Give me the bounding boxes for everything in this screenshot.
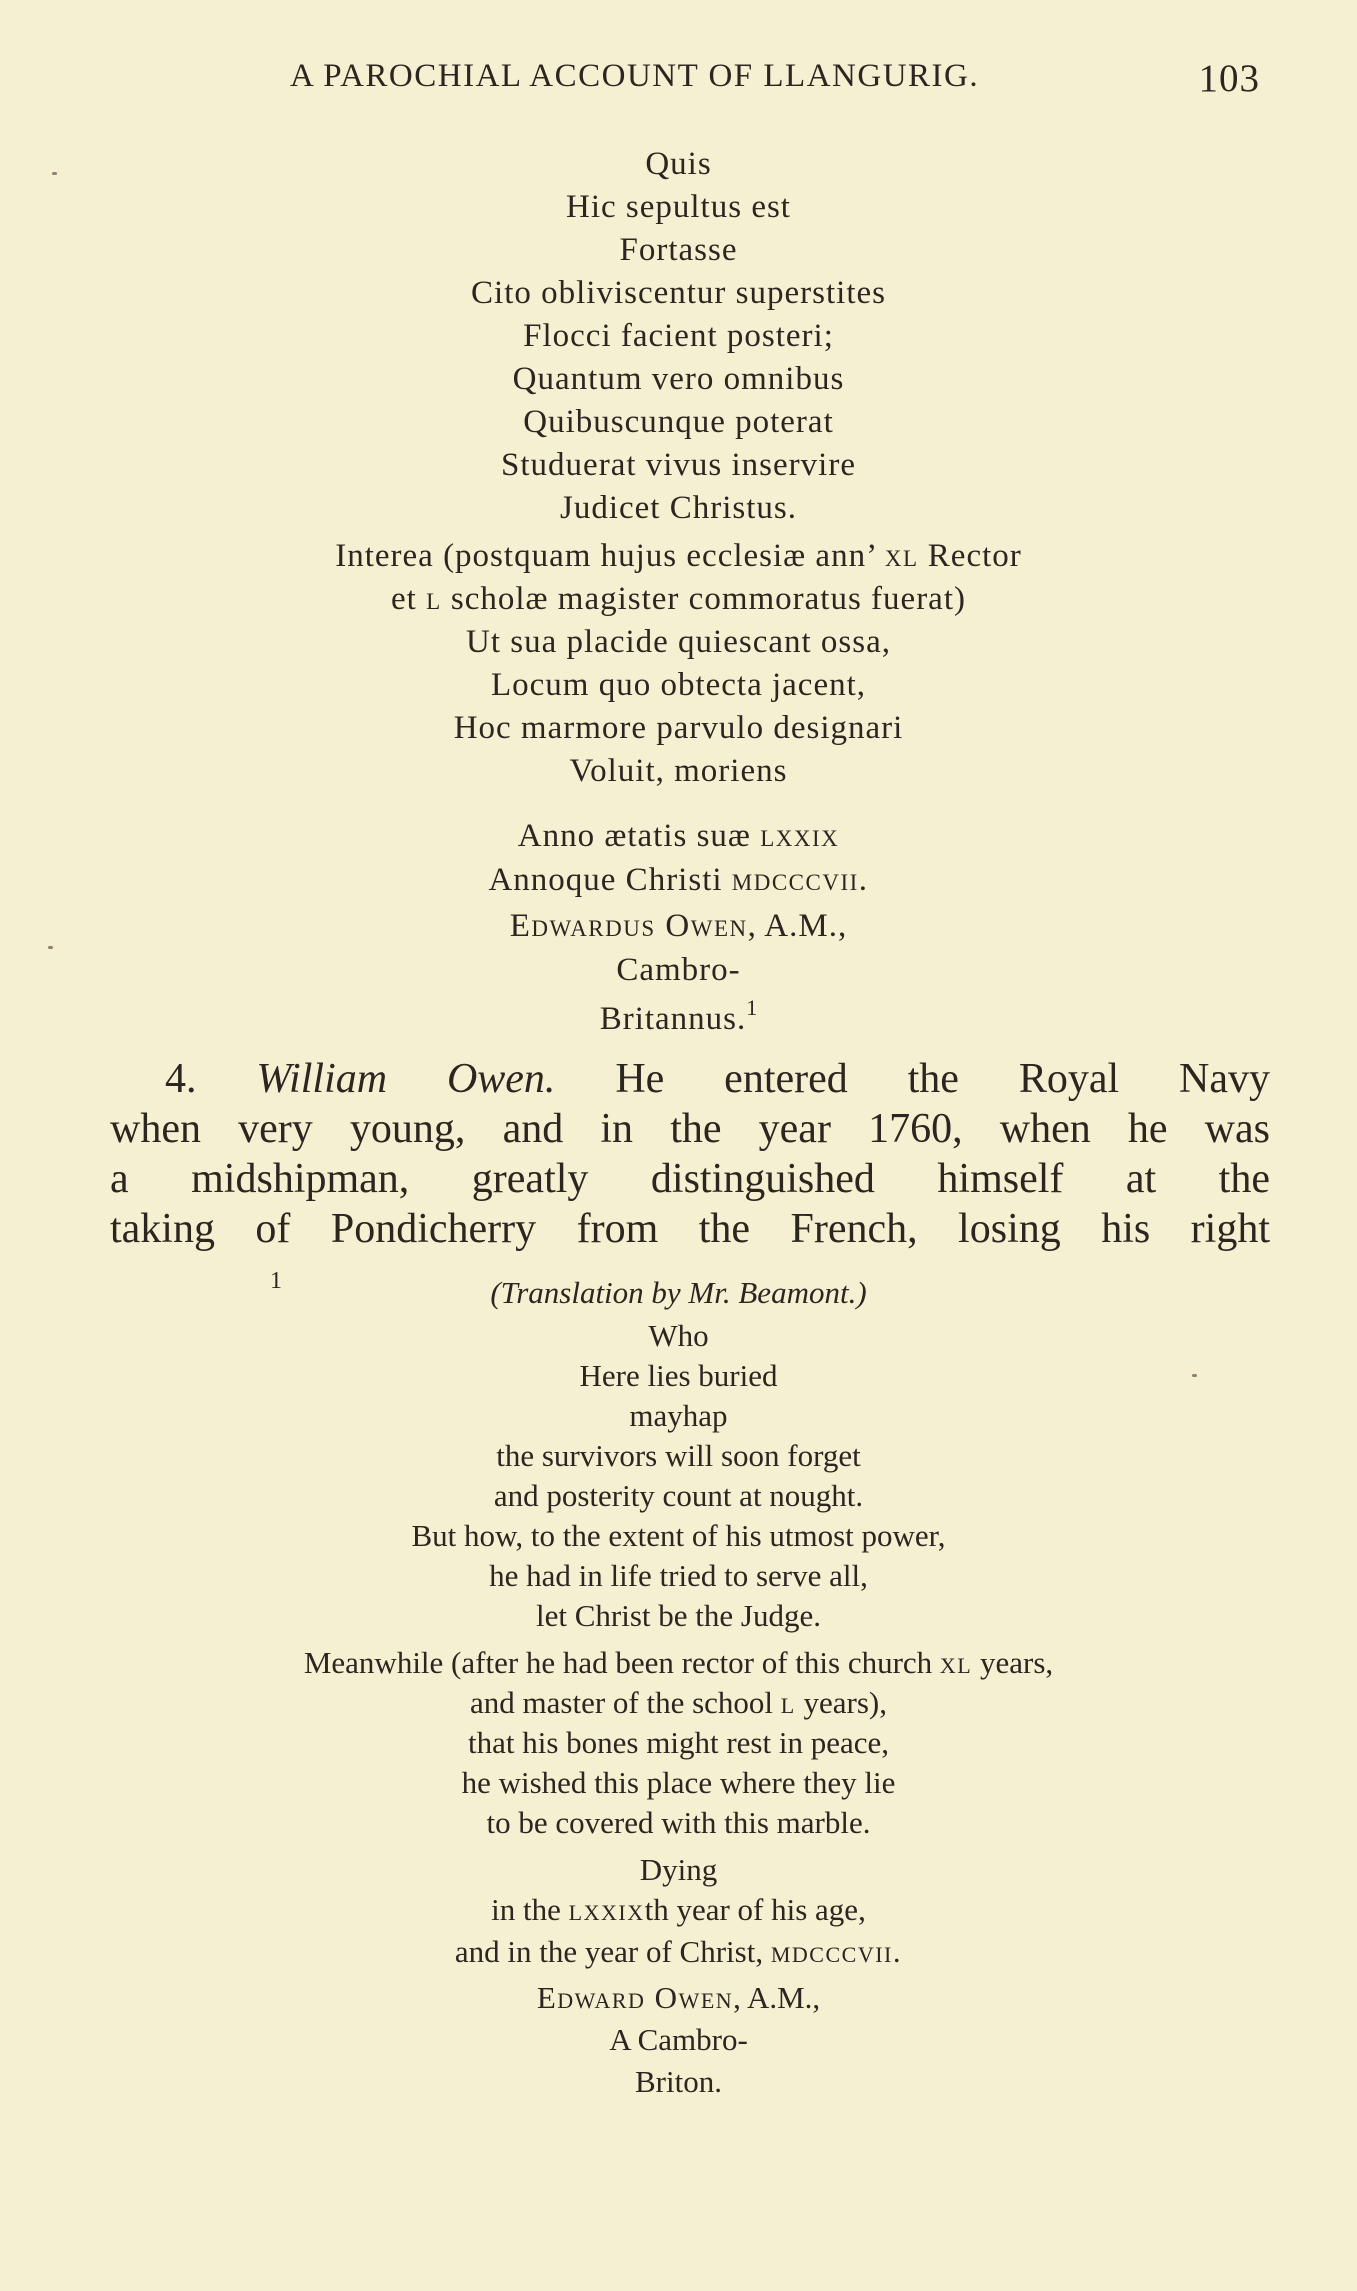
translation-line: But how, to the extent of his utmost power, <box>411 1518 946 1553</box>
paragraph-line: taking of Pondicherry from the French, losing his right <box>110 1206 1270 1252</box>
inscription-line-anno <box>0 818 1357 855</box>
running-header <box>290 58 1260 108</box>
translation-line: Dying <box>639 1852 718 1887</box>
footnote-reference: 1 <box>746 995 758 1020</box>
paper-speck <box>48 946 53 949</box>
roman-numeral: mdcccvii. <box>770 1934 903 1969</box>
translation-line: A Cambro- <box>609 2022 748 2057</box>
translation-text: and in the year of Christ, <box>454 1934 764 1969</box>
inscription-line: Cito obliviscentur superstites <box>471 275 886 311</box>
inscription-line-et <box>0 581 1357 618</box>
roman-numeral: lxxix <box>568 1892 645 1927</box>
inscription-text: Britannus. <box>599 1001 747 1037</box>
translation-line-master <box>0 1685 1357 1721</box>
roman-numeral: l <box>426 581 442 617</box>
paragraph-text: He entered the Royal Navy <box>615 1056 1271 1102</box>
translation-text: years, <box>980 1645 1054 1680</box>
translation-text: Meanwhile (after he had been rector of this church <box>303 1645 933 1680</box>
signature-degree: , A.M., <box>733 1980 821 2015</box>
inscription-line-annoque <box>0 862 1357 899</box>
translation-line-year-age <box>0 1892 1357 1928</box>
paragraph-line: when very young, and in the year 1760, when he was <box>110 1106 1270 1152</box>
inscription-line: Cambro- <box>616 952 741 988</box>
paper-speck <box>1192 1374 1197 1377</box>
inscription-line-britannus <box>0 995 1357 1038</box>
inscription-line: Quibuscunque poterat <box>523 404 834 440</box>
inscription-text: scholæ magister commoratus fuerat) <box>450 581 966 617</box>
roman-numeral: lxxix <box>760 818 840 854</box>
inscription-text: Interea (postquam hujus ecclesiæ ann’ <box>335 538 876 574</box>
translation-line-meanwhile <box>0 1645 1357 1681</box>
inscription-line: Voluit, moriens <box>569 753 788 789</box>
translation-line-year-christ <box>0 1934 1357 1970</box>
paragraph-line: a midshipman, greatly distinguished himself at the <box>110 1156 1270 1202</box>
roman-numeral: mdcccvii. <box>731 862 869 898</box>
paragraph-number: 4. <box>165 1056 197 1102</box>
translation-signature <box>0 1980 1357 2016</box>
paper-speck <box>52 172 57 175</box>
translation-line: and posterity count at nought. <box>493 1478 864 1513</box>
translation-line: he wished this place where they lie <box>461 1765 896 1800</box>
inscription-line: Hoc marmore parvulo designari <box>453 710 904 746</box>
inscription-line: Quis <box>645 146 712 182</box>
translation-line: the survivors will soon forget <box>496 1438 861 1473</box>
translation-line: Here lies buried <box>579 1358 778 1393</box>
inscription-line: Locum quo obtecta jacent, <box>490 667 867 703</box>
roman-numeral: xl <box>884 538 919 574</box>
roman-numeral: xl <box>939 1645 973 1680</box>
inscription-line: Studuerat vivus inservire <box>501 447 856 483</box>
person-name: William Owen. <box>256 1056 556 1102</box>
translation-line: Briton. <box>635 2064 722 2099</box>
inscription-signature <box>0 908 1357 945</box>
translation-caption: (Translation by Mr. Beamont.) <box>490 1275 867 1310</box>
translation-text: th year of his age, <box>644 1892 866 1927</box>
translation-text: and master of the school <box>470 1685 774 1720</box>
inscription-line: Ut sua placide quiescant ossa, <box>466 624 891 660</box>
translation-line: mayhap <box>629 1398 728 1433</box>
signature-degree: , A.M., <box>747 908 848 944</box>
page-number: 103 <box>1198 57 1260 100</box>
inscription-line: Flocci facient posteri; <box>523 318 834 354</box>
translation-line: let Christ be the Judge. <box>536 1598 821 1633</box>
translation-line: Who <box>648 1318 709 1353</box>
translation-line: that his bones might rest in peace, <box>468 1725 889 1760</box>
inscription-line: Judicet Christus. <box>560 490 797 526</box>
inscription-text: Rector <box>927 538 1022 574</box>
signature-name: Edwardus Owen <box>509 908 748 944</box>
running-title: A PAROCHIAL ACCOUNT OF LLANGURIG. <box>290 58 980 94</box>
inscription-text: et <box>390 581 417 617</box>
roman-numeral: l <box>780 1685 796 1720</box>
inscription-line-interea <box>0 538 1357 575</box>
inscription-line: Fortasse <box>619 232 738 268</box>
translation-line: he had in life tried to serve all, <box>489 1558 868 1593</box>
translation-text: in the <box>491 1892 561 1927</box>
paragraph-line <box>165 1055 1270 1103</box>
inscription-text: Anno ætatis suæ <box>517 818 751 854</box>
footnote-marker: 1 <box>270 1268 282 1294</box>
inscription-line: Hic sepultus est <box>566 189 791 225</box>
translation-line: to be covered with this marble. <box>486 1805 871 1840</box>
translation-text: years), <box>803 1685 887 1720</box>
inscription-line: Quantum vero omnibus <box>512 361 845 397</box>
inscription-text: Annoque Christi <box>488 862 723 898</box>
signature-name: Edward Owen <box>536 1980 734 2015</box>
